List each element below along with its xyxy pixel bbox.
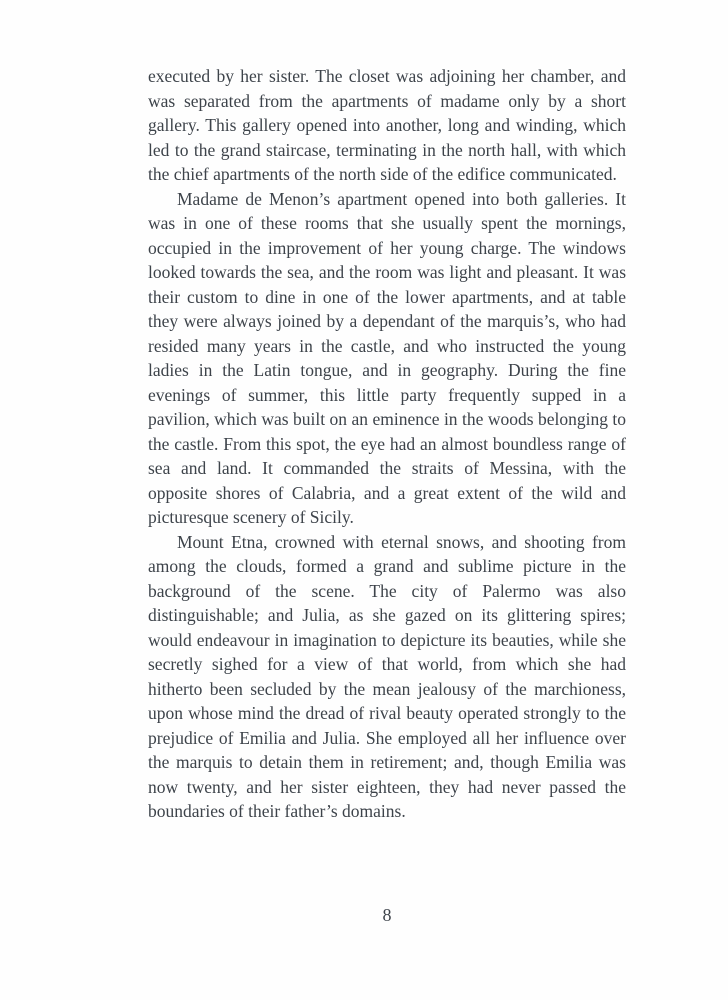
page-number: 8 [382,905,392,925]
paragraph: Madame de Menon’s apartment opened into both galleries. It was in one of these rooms that she usually spent the mornings, occupied in the improvement of her young charge. The windows looked towards the sea, and the room was light and pleasant. It was their custom to dine in one of the lower apartments, and at table they were always joined by a dependant of the marquis’s, who had resided many years in the castle, and who instructed the young ladies in the Latin tongue, and in geography. During the fine evenings of summer, this little party frequently supped in a pavilion, which was built on an eminence in the woods belonging to the castle. From this spot, the eye had an almost boundless range of sea and land. It commanded the straits of Messina, with the opposite shores of Calabria, and a great extent of the wild and picturesque scenery of Sicily. [148,188,626,527]
paragraph: Mount Etna, crowned with eternal snows, and shooting from among the clouds, formed a grand and sublime picture in the background of the scene. The city of Palermo was also distinguishable; and Julia, as she gazed on its glittering spires; would endeavour in imagination to depicture its beauties, while she secretly sighed for a view of that world, from which she had hitherto been secluded by the mean jealousy of the marchioness, upon whose mind the dread of rival beauty operated strongly to the prejudice of Emilia and Julia. She employed all her influence over the marquis to detain them in retirement; and, though Emilia was now twenty, and her sister eighteen, they had never passed the boundaries of their father’s domains. [148,531,626,821]
text-block [148,64,626,824]
paragraph: executed by her sister. The closet was adjoining her chamber, and was separated from the apartments of madame only by a short gallery. This gallery opened into another, long and winding, which led to the grand staircase, terminating in the north hall, with which the chief apartments of the north side of the edifice communicated. [148,66,626,184]
